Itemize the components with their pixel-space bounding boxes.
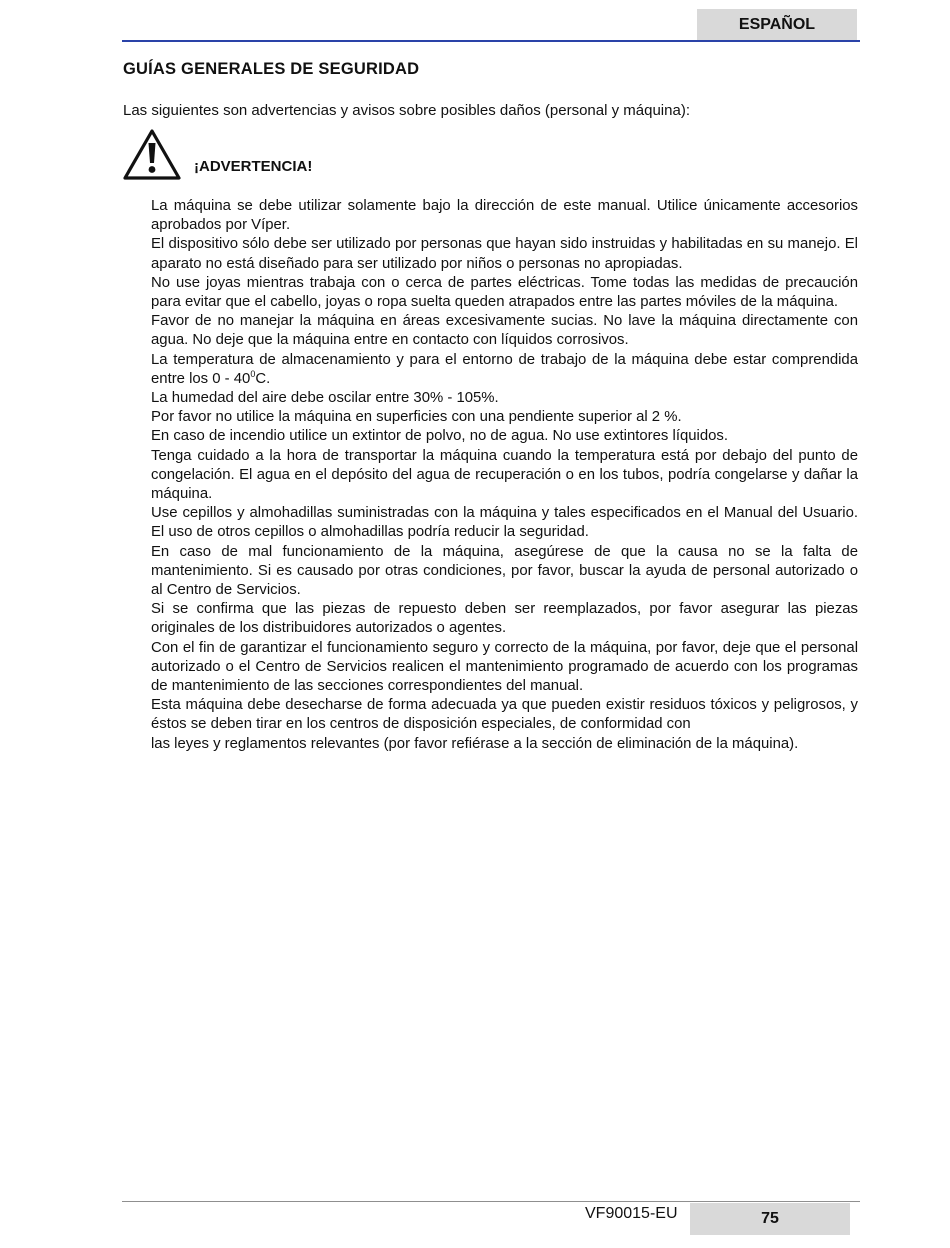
warning-title: ¡ADVERTENCIA!: [194, 158, 313, 175]
list-item: Por favor no utilice la máquina en superficies con una pendiente superior al 2 %.: [151, 409, 682, 426]
list-item: Con el fin de garantizar el funcionamiento seguro y correcto de la máquina, por favor, deje que el personal autorizado o el Centro de Servicios realicen el mantenimiento programado de acuerdo con los programas de mantenimiento de las secciones correspondientes del manual.: [151, 639, 858, 695]
list-item: En caso de mal funcionamiento de la máquina, asegúrese de que la causa no se la falta de mantenimiento. Si es causado por otras condiciones, por favor, buscar la ayuda de personal autorizado o al Centro de Servicios.: [151, 543, 858, 599]
header-rule: [122, 40, 860, 42]
warning-list: [151, 197, 858, 754]
temperature-unit: C.: [255, 370, 271, 387]
list-item-continuation: las leyes y reglamentos relevantes (por favor refiérase a la sección de eliminación de la máquina).: [151, 735, 799, 752]
degree-superscript: 0: [250, 368, 256, 379]
footer-rule: [122, 1201, 860, 1202]
list-item: El dispositivo sólo debe ser utilizado por personas que hayan sido instruidas y habilitadas en su manejo. El aparato no está diseñado para ser utilizado por niños o personas no apropiadas.: [151, 236, 858, 272]
page-title: GUÍAS GENERALES DE SEGURIDAD: [123, 60, 420, 78]
list-item: Tenga cuidado a la hora de transportar la máquina cuando la temperatura está por debajo del punto de congelación. El agua en el depósito del agua de recuperación o en los tubos, podría congelarse y dañar la máquina.: [151, 447, 858, 503]
document-code: VF90015-EU: [585, 1205, 678, 1222]
intro-text: Las siguientes son advertencias y avisos sobre posibles daños (personal y máquina):: [123, 102, 690, 119]
list-item: Esta máquina debe desecharse de forma adecuada ya que pueden existir residuos tóxicos y peligrosos, y éstos se deben tirar en los centros de disposición especiales, de conformidad con: [151, 697, 858, 733]
page-number: 75: [690, 1203, 850, 1235]
list-item: Use cepillos y almohadillas suministradas con la máquina y tales especificados en el Manual del Usuario. El uso de otros cepillos o almohadillas podría reducir la seguridad.: [151, 505, 858, 541]
list-item: En caso de incendio utilice un extintor de polvo, no de agua. No use extintores líquidos.: [151, 428, 728, 445]
language-tab: ESPAÑOL: [697, 9, 857, 40]
temperature-text: La temperatura de almacenamiento y para el entorno de trabajo de la máquina debe estar comprendida entre los 0 - 40: [151, 351, 858, 387]
list-item: [151, 351, 858, 389]
list-item: La máquina se debe utilizar solamente bajo la dirección de este manual. Utilice únicamente accesorios aprobados por Víper.: [151, 198, 858, 234]
list-item: Si se confirma que las piezas de repuesto deben ser reemplazados, por favor asegurar las piezas originales de los distribuidores autorizados o agentes.: [151, 601, 858, 637]
list-item: Favor de no manejar la máquina en áreas excesivamente sucias. No lave la máquina directamente con agua. No deje que la máquina entre en contacto con líquidos corrosivos.: [151, 313, 858, 349]
list-item: La humedad del aire debe oscilar entre 30% - 105%.: [151, 390, 499, 407]
warning-triangle-icon: [122, 128, 182, 181]
list-item: No use joyas mientras trabaja con o cerca de partes eléctricas. Tome todas las medidas de precaución para evitar que el cabello, joyas o ropa suelta queden atrapados entre las partes móviles de la máquina.: [151, 274, 858, 311]
